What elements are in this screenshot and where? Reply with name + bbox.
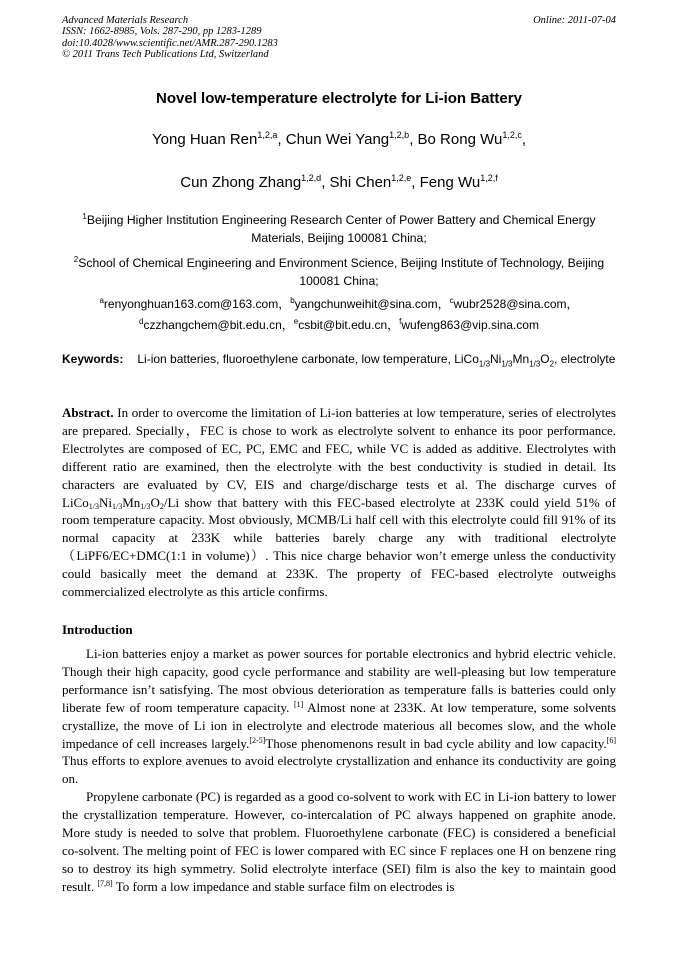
author-name: Shi Chen	[329, 174, 392, 191]
email-address[interactable]: czzhangchem@bit.edu.cn	[143, 318, 282, 332]
email-separator: ，	[437, 297, 450, 311]
abstract-label: Abstract.	[62, 405, 114, 420]
formula-element: Ni	[490, 352, 502, 366]
citation[interactable]: [7,8]	[97, 878, 113, 888]
author-superscript: 1,2,c	[502, 130, 522, 140]
formula-element: Mn	[122, 494, 141, 510]
affiliation-superscript: 1	[82, 212, 87, 221]
email-superscript: a	[99, 296, 104, 305]
author-name: Feng Wu	[419, 174, 481, 191]
email-separator: ，	[387, 318, 400, 332]
email-superscript: c	[449, 296, 454, 305]
author-superscript: 1,2,b	[389, 130, 410, 140]
formula-element: Ni	[98, 494, 112, 510]
email-separator: ，	[278, 297, 291, 311]
paragraph-text: Almost none at 233K. At low temperature, some solvents crystallize, the move of Li ion in electrolyte and electrode materious all becomes slow, and the whole impedance of cell increases largely.	[62, 699, 617, 751]
author-separator: ,	[277, 131, 286, 148]
author-separator: ,	[409, 131, 418, 148]
email-address[interactable]: wubr2528@sina.com	[453, 297, 567, 311]
author-line-2	[0, 173, 678, 191]
introduction-paragraph-1	[62, 645, 616, 788]
doi-line: doi:10.4028/www.scientific.net/AMR.287-290.1283	[62, 37, 278, 49]
email-address[interactable]: renyonghuan163.com@163.com	[103, 297, 279, 311]
keywords-text: Li-ion batteries, fluoroethylene carbonate, low temperature, LiCo	[137, 352, 479, 366]
keywords	[62, 350, 616, 373]
email-list	[62, 292, 616, 334]
affiliation-text: Beijing Higher Institution Engineering Research Center of Power Battery and Chemical Energy Materials, Beijing 100081 China;	[86, 213, 596, 245]
affiliation-superscript: 2	[73, 255, 79, 264]
author-name: Chun Wei Yang	[285, 131, 390, 148]
formula-subscript: 1/3	[111, 501, 123, 511]
author-name: Bo Rong Wu	[417, 131, 503, 148]
keywords-label: Keywords:	[62, 352, 124, 366]
affiliation-1	[62, 208, 616, 247]
formula-subscript: 2	[549, 359, 555, 369]
paragraph-text: Those phenomenons result in bad cycle ability and low capacity.	[265, 735, 607, 751]
formula-subscript: 1/3	[501, 359, 513, 369]
section-heading: Introduction	[62, 622, 133, 637]
author-name: Yong Huan Ren	[152, 131, 258, 148]
journal-name: Advanced Materials Research	[62, 15, 189, 26]
formula-subscript: 1/3	[140, 501, 151, 511]
paragraph-text: Propylene carbonate (PC) is regarded as a good co-solvent to work with EC in Li-ion battery to lower the crystallization temperature. However, co-intercalation of PC always happened on graphite anode. More study is needed to solve that problem. Fluoroethylene carbonate (FEC) is considered a beneficial co-solvent. The melting point of FEC is lower compared with EC since F replaces one H on benzene ring so to destroy its high symmetry. Solid electrolyte interface (SEI) film is also the key to maintain good result.	[62, 789, 616, 894]
paper-title: Novel low-temperature electrolyte for Li-ion Battery	[156, 90, 522, 107]
author-separator: ,	[321, 174, 330, 191]
abstract-text: /Li show that battery with this FEC-based electrolyte at 233K could yield 51% of room temperature capacity. Most obviously, MCMB/Li half cell with this electrolyte could fill 91% of its normal capacity at 233K while batteries barely charge any with traditional electrolyte（LiPF6/EC+DMC(1:1 in volume)）. This nice charge behavior won’t emerge unless the conductivity could basically meet the demand at 233K. The property of FEC-based electrolyte outweighs commercialized electrolyte as this article confirms.	[62, 494, 616, 600]
author-separator: ,	[521, 131, 526, 148]
author-line-1	[0, 130, 678, 148]
formula-element: O	[150, 494, 160, 510]
citation[interactable]: [2-5]	[249, 735, 266, 745]
author-superscript: 1,2,d	[301, 173, 322, 183]
author-name: Cun Zhong Zhang	[180, 174, 302, 191]
author-superscript: 1,2,a	[257, 130, 278, 140]
keywords-text: , electrolyte	[554, 352, 616, 366]
affiliation-text: School of Chemical Engineering and Environment Science, Beijing Institute of Technology, Beijing 100081 China;	[78, 256, 605, 288]
journal-header	[62, 15, 616, 61]
issn-line: ISSN: 1662-8985, Vols. 287-290, pp 1283-1289	[62, 26, 262, 38]
email-address[interactable]: csbit@bit.edu.cn	[298, 318, 388, 332]
email-separator: ，	[566, 297, 579, 311]
formula-subscript: 1/3	[88, 501, 99, 511]
author-superscript: 1,2,f	[480, 173, 498, 183]
author-separator: ,	[411, 174, 420, 191]
formula-element: Mn	[512, 352, 530, 366]
formula-subscript: 2	[159, 501, 164, 511]
formula-subscript: 1/3	[529, 359, 541, 369]
copyright-line: © 2011 Trans Tech Publications Ltd, Switzerland	[62, 49, 269, 61]
email-separator: ，	[281, 318, 294, 332]
paragraph-text: Thus efforts to explore avenues to avoid electrolyte crystallization and enhance its conductivity are going on.	[62, 753, 616, 787]
affiliation-2	[62, 251, 616, 290]
author-superscript: 1,2,e	[391, 173, 412, 183]
formula-subscript: 1/3	[478, 359, 491, 369]
email-address[interactable]: wufeng863@vip.sina.com	[401, 318, 539, 332]
introduction-paragraph-2	[62, 788, 616, 895]
email-superscript: f	[399, 317, 402, 326]
paragraph-text: To form a low impedance and stable surface film on electrodes is	[112, 878, 455, 894]
email-superscript: b	[290, 296, 295, 305]
citation[interactable]: [1]	[293, 699, 304, 709]
paragraph-text: Li-ion batteries enjoy a market as power sources for portable electronics and hybrid electric vehicle. Though their high capacity, good cycle performance and stability are well-pleasing but low temperature performance isn’t satisfying. The most obvious deterioration as temperature falls is batteries could only liberate few of room temperature capacity.	[62, 646, 616, 715]
email-superscript: e	[293, 317, 299, 326]
abstract-text: In order to overcome the limitation of Li-ion batteries at low temperature, series of electrolytes are prepared. Specially，FEC is chose to work as electrolyte solvent to enhance its poor performance. Electrolytes are composed of EC, PC, EMC and FEC, while VC is added as additive. Electrolytes with different ratio are examined, then the electrolyte with the best conductivity is studied in detail. Its characters are evaluated by CV, EIS and charge/discharge tests et al. The discharge curves of LiCo	[62, 405, 616, 510]
introduction-body	[62, 645, 616, 896]
formula-element: O	[540, 352, 550, 366]
abstract	[62, 404, 616, 601]
email-superscript: d	[139, 317, 144, 326]
email-address[interactable]: yangchunweihit@sina.com	[294, 297, 438, 311]
citation[interactable]: [6]	[606, 735, 616, 745]
online-date: Online: 2011-07-04	[533, 15, 616, 26]
